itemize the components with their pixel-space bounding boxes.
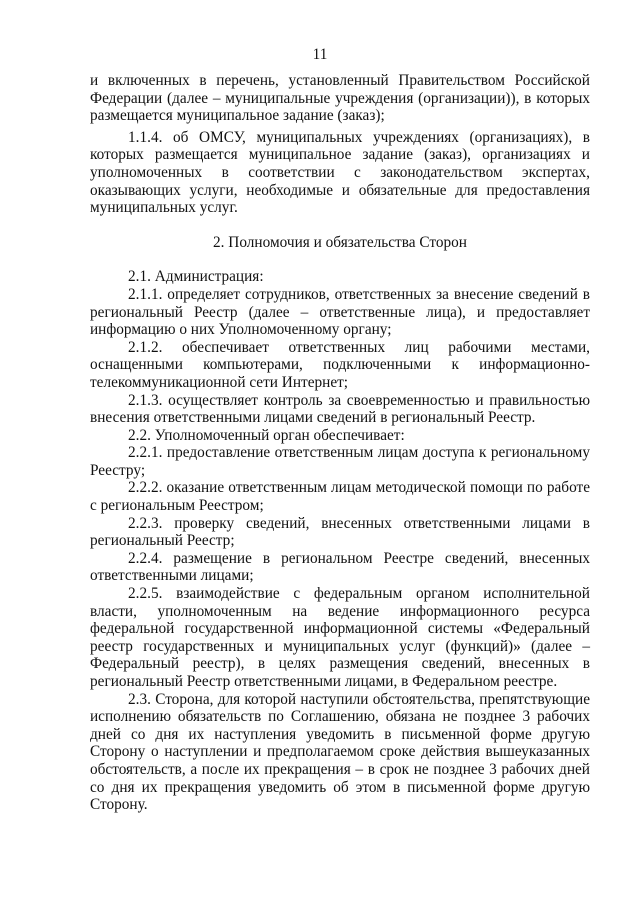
paragraph-2-3: 2.3. Сторона, для которой наступили обстоятельства, препятствующие исполнению обязательств по Соглашению, обязана не позднее 3 рабочих дней со дня их наступления уведомить в письменной форме другую Сторону о наступлении и предполагаемом сроке действия вышеуказанных обстоятельств, а после их прекращения – в срок не позднее 3 рабочих дней со дня их прекращения уведомить об этом в письменной форме другую Сторону.: [90, 690, 590, 814]
paragraph-2-2-2: 2.2.2. оказание ответственным лицам методической помощи по работе с региональным Реестром;: [90, 479, 590, 515]
paragraph-2-2-1: 2.2.1. предоставление ответственным лицам доступа к региональному Реестру;: [90, 444, 590, 479]
paragraph-2-1-2: 2.1.2. обеспечивает ответственных лиц рабочими местами, оснащенными компьютерами, подключенными к информационно-телекоммуникационной сети Интернет;: [90, 338, 590, 391]
paragraph-2-2-5: 2.2.5. взаимодействие с федеральным органом исполнительной власти, уполномоченным на ведение информационного ресурса федеральной государственной информационной системы «Федеральный реестр государственных и муниципальных услуг (функций)» (далее – Федеральный реестр), в целях размещения сведений, внесенных в региональный Реестр ответственными лицами, в Федеральном реестре.: [90, 585, 590, 690]
paragraph-2-1-1: 2.1.1. определяет сотрудников, ответственных за внесение сведений в региональный Реестр (далее – ответственные лица), и предоставляет информацию о них Уполномоченному органу;: [90, 285, 590, 339]
paragraph-2-2-4: 2.2.4. размещение в региональном Реестре сведений, внесенных ответственными лицами;: [90, 549, 590, 585]
section-heading: 2. Полномочия и обязательства Сторон: [213, 233, 467, 251]
paragraph-2-2: 2.2. Уполномоченный орган обеспечивает:: [128, 426, 405, 444]
paragraph-2-1-3: 2.1.3. осуществляет контроль за своевременностью и правильностью внесения ответственными лицами сведений в региональный Реестр.: [90, 391, 590, 427]
page-number: 11: [312, 46, 328, 63]
paragraph-2-2-3: 2.2.3. проверку сведений, внесенных ответственными лицами в региональный Реестр;: [90, 514, 590, 550]
paragraph-intro-continuation: и включенных в перечень, установленный Правительством Российской Федерации (далее – муниципальные учреждения (организации)), в которых размещается муниципальное задание (заказ);: [90, 72, 590, 125]
document-body: [90, 72, 590, 814]
paragraph-2-1: 2.1. Администрация:: [128, 268, 264, 286]
paragraph-1-1-4: 1.1.4. об ОМСУ, муниципальных учреждениях (организациях), в которых размещается муниципальное задание (заказ), организациях и уполномоченных в соответствии с законодательством экспертах, оказывающих услуги, необходимые и обязательные для предоставления муниципальных услуг.: [90, 128, 590, 217]
